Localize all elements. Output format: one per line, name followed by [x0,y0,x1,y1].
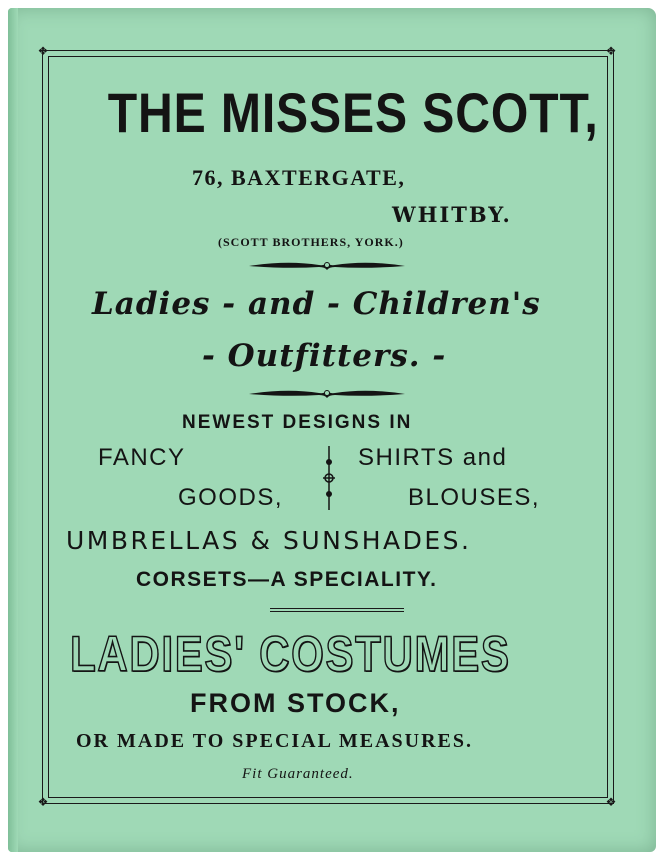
fit-guaranteed-line: Fit Guaranteed. [242,766,354,782]
shop-name: THE MISSES SCOTT, [107,81,599,144]
blouses-label: BLOUSES, [408,484,541,511]
advertisement-page [8,8,656,852]
corner-ornament-icon: ❖ [37,795,49,809]
flourish-divider-icon [247,386,407,400]
costumes-headline: LADIES' COSTUMES [70,626,511,682]
fancy-label: FANCY [98,444,186,471]
vertical-ornament-icon [320,444,338,512]
outfitters-line-2: - Outfitters. - [202,338,447,374]
parent-company-note: (SCOTT BROTHERS, YORK.) [218,235,404,249]
street-address: 76, BAXTERGATE, [192,165,406,190]
from-stock-line: FROM STOCK, [190,688,401,718]
measures-line: OR MADE TO SPECIAL MEASURES. [76,730,473,752]
corner-ornament-icon: ❖ [605,795,617,809]
town-name: WHITBY. [392,202,512,227]
page-spine [8,8,18,852]
outfitters-line-1: Ladies - and - Children's [92,286,541,322]
section-divider [270,608,404,612]
flourish-divider-icon [247,258,407,272]
goods-label: GOODS, [178,484,284,511]
newest-designs-heading: NEWEST DESIGNS IN [182,412,413,433]
umbrellas-line: UMBRELLAS & SUNSHADES. [66,526,472,555]
corner-ornament-icon: ❖ [37,44,49,58]
corner-ornament-icon: ❖ [605,44,617,58]
advertisement-content [52,60,602,792]
shirts-label: SHIRTS and [358,444,508,471]
corsets-line: CORSETS—A SPECIALITY. [136,568,438,591]
